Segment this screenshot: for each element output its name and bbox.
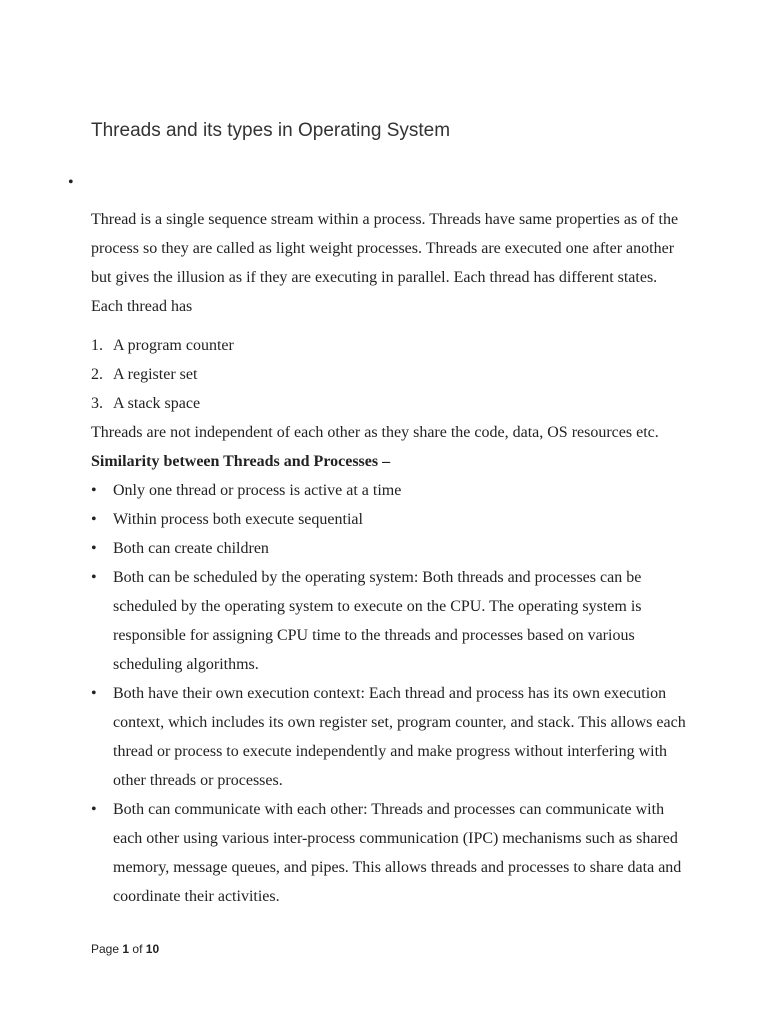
list-item — [91, 795, 688, 911]
list-item — [91, 679, 688, 795]
document-title: Threads and its types in Operating System — [91, 120, 451, 141]
bullet-marker: • — [91, 540, 97, 557]
list-item — [91, 331, 691, 360]
section-heading: Similarity between Threads and Processes – — [91, 453, 391, 470]
bullet-marker: • — [91, 511, 97, 528]
intro-paragraph: Thread is a single sequence stream within a process. Threads have same properties as of the process so they are called as light weight processes. Threads are executed one after another but gives the illusion as if they are executing in parallel. Each thread has different states. Each thread has — [91, 211, 679, 315]
bullet-marker: • — [91, 685, 97, 702]
list-item — [91, 563, 688, 679]
of-word: of — [132, 942, 143, 956]
bullet-marker: • — [91, 569, 97, 586]
list-item — [91, 360, 691, 389]
numbered-list — [91, 331, 691, 418]
list-item-text: A stack space — [113, 395, 201, 412]
list-item-text: A register set — [113, 366, 198, 383]
list-item-text: Both can create children — [113, 540, 269, 557]
list-item — [91, 505, 688, 534]
list-number: 3. — [91, 395, 103, 412]
page-footer — [91, 942, 159, 956]
bullet-marker: • — [91, 801, 97, 818]
bullet-marker: • — [91, 482, 97, 499]
list-item-text: Both have their own execution context: Each thread and process has its own execution context, which includes its own register set, program counter, and stack. This allows each thread or process to execute independently and make progress without interfering with other threads or processes. — [113, 685, 686, 789]
list-item-text: Both can be scheduled by the operating system: Both threads and processes can be scheduled by the operating system to execute on the CPU. The operating system is responsible for assigning CPU time to the threads and processes based on various scheduling algorithms. — [113, 569, 642, 673]
total-pages-number: 10 — [145, 942, 160, 956]
list-item-text: Both can communicate with each other: Threads and processes can communicate with each other using various inter-process communication (IPC) mechanisms such as shared memory, message queues, and pipes. This allows threads and processes to share data and coordinate their activities. — [113, 801, 682, 905]
bullet-list — [91, 476, 691, 911]
stray-bullet: • — [68, 174, 74, 191]
note-paragraph: Threads are not independent of each other as they share the code, data, OS resources etc. — [91, 424, 659, 441]
list-item — [91, 534, 688, 563]
list-item-text: Only one thread or process is active at a time — [113, 482, 402, 499]
list-item-text: Within process both execute sequential — [113, 511, 363, 528]
list-item — [91, 476, 688, 505]
document-body — [91, 205, 691, 911]
page-word: Page — [91, 942, 120, 956]
list-item — [91, 389, 691, 418]
list-number: 2. — [91, 366, 103, 383]
list-number: 1. — [91, 337, 103, 354]
list-item-text: A program counter — [113, 337, 234, 354]
current-page-number: 1 — [122, 942, 130, 956]
